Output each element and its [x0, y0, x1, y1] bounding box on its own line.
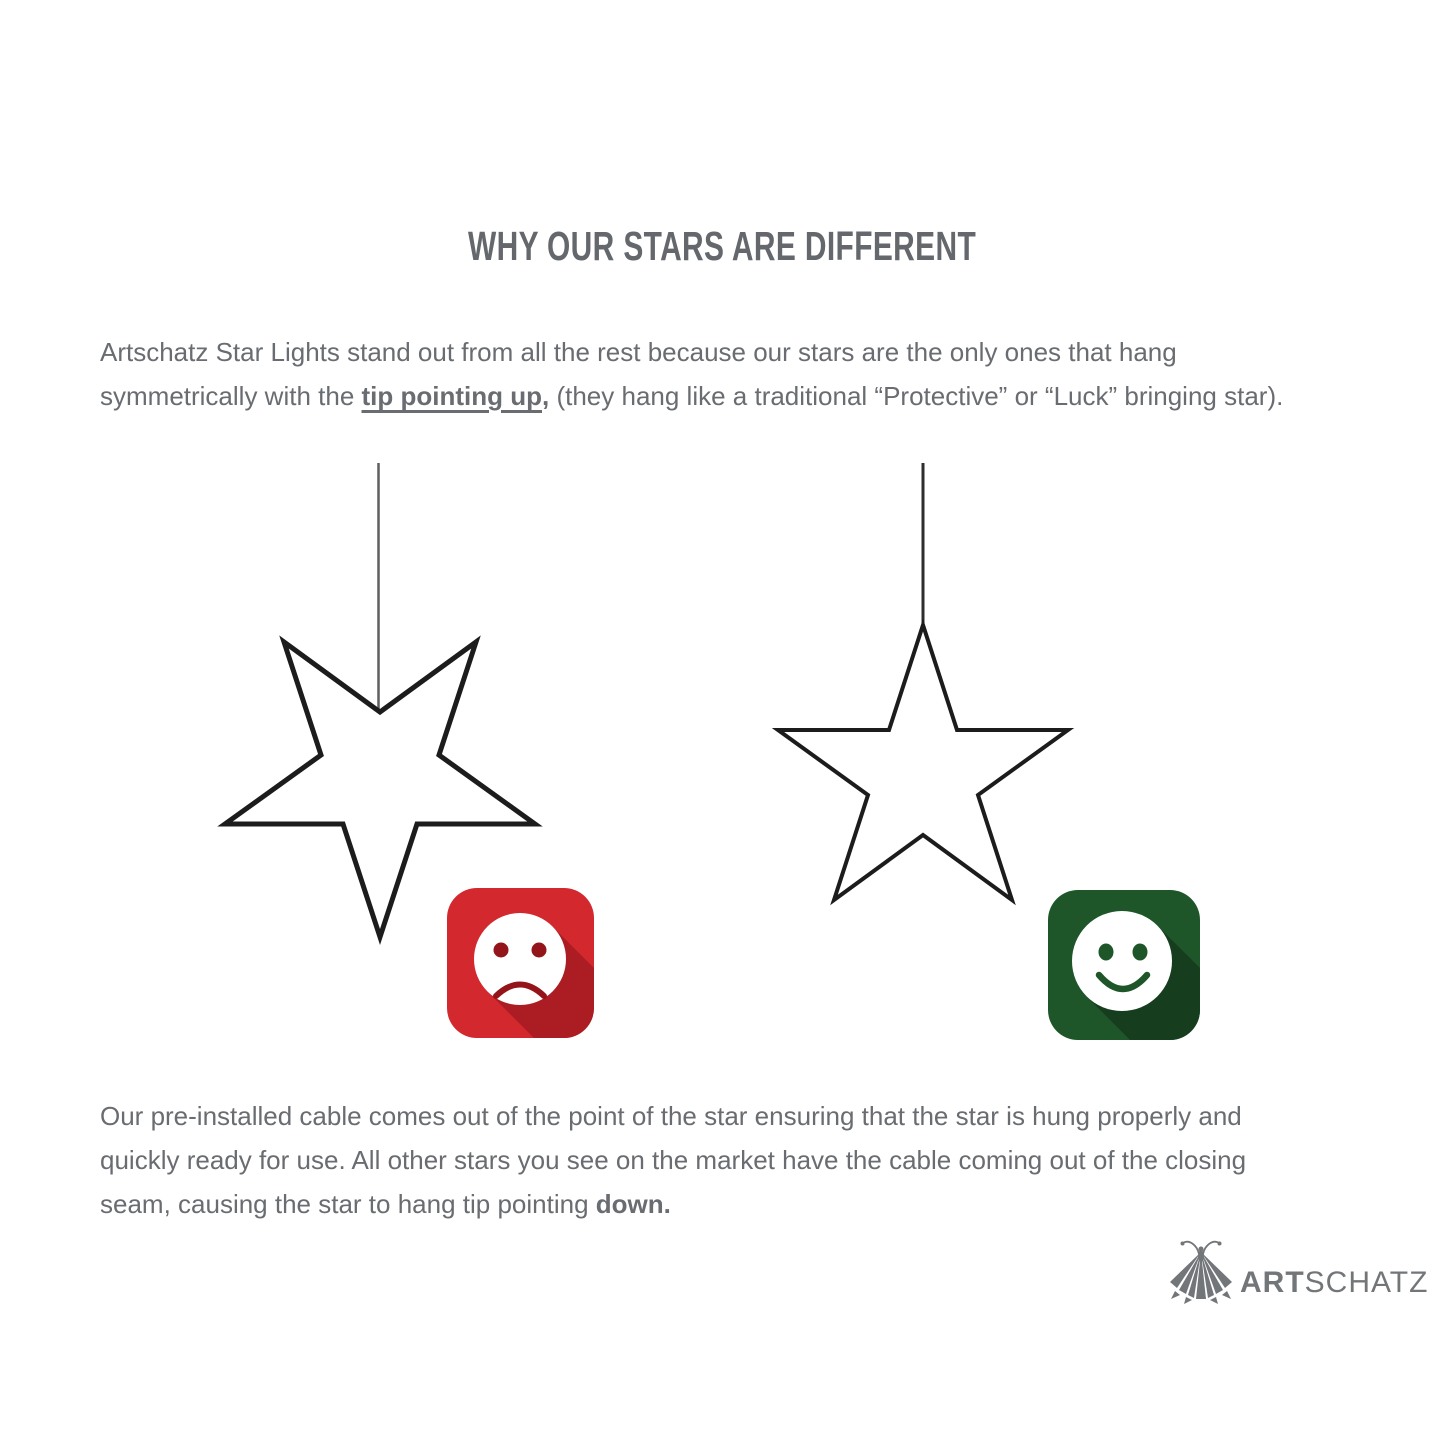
- brand-art: ART: [1240, 1266, 1305, 1299]
- outro-line-3-pre: seam, causing the star to hang tip pointing: [100, 1189, 596, 1219]
- intro-line-1: Artschatz Star Lights stand out from all the rest because our stars are the only ones that hang: [100, 337, 1177, 367]
- intro-line-2-post: (they hang like a traditional “Protective” or “Luck” bringing star).: [549, 381, 1284, 411]
- intro-paragraph: [100, 330, 1445, 418]
- sad-face-right-eye: [532, 943, 547, 958]
- page-title: [0, 222, 1445, 271]
- sad-face-circle: [474, 913, 566, 1005]
- happy-face-right-eye: [1133, 944, 1148, 961]
- intro-line-2-pre: symmetrically with the: [100, 381, 362, 411]
- happy-face-circle: [1072, 911, 1172, 1011]
- artschatz-logo: [1167, 1236, 1427, 1312]
- outro-paragraph: [100, 1094, 1445, 1226]
- brand-schatz: SCHATZ: [1304, 1266, 1429, 1299]
- happy-face-icon: [1048, 890, 1200, 1040]
- outro-emphasis-down: down.: [595, 1189, 671, 1219]
- outro-line-1: Our pre-installed cable comes out of the point of the star ensuring that the star is hung properly and: [100, 1101, 1242, 1131]
- outro-line-2: quickly ready for use. All other stars you see on the market have the cable coming out of the closing: [100, 1145, 1247, 1175]
- sad-face-left-eye: [494, 943, 509, 958]
- sad-face-icon: [447, 888, 594, 1038]
- brand-wordmark: [1240, 1268, 1428, 1298]
- tip-up-star: [778, 625, 1068, 900]
- intro-emphasis-tip-pointing-up: tip pointing up: [361, 381, 542, 411]
- moth-icon: [1167, 1236, 1235, 1308]
- page-title-text: WHY OUR STARS ARE DIFFERENT: [468, 223, 977, 269]
- intro-emphasis-comma: ,: [542, 381, 550, 411]
- happy-face-left-eye: [1099, 944, 1114, 961]
